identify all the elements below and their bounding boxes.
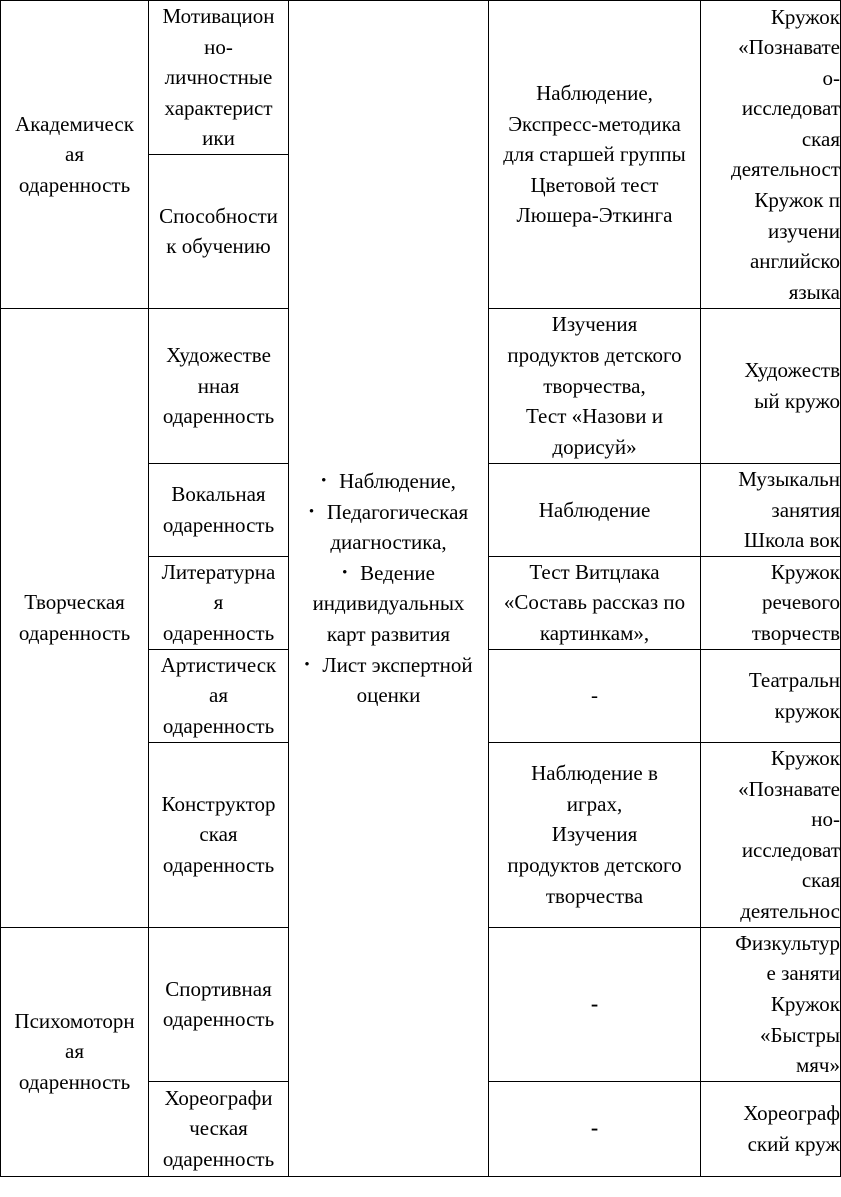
circle-academic: Кружок «Познавате о- исследоват ская деятельност Кружок п изучени английско языка [701, 1, 841, 309]
circle-choreo: Хореограф ский круж [701, 1081, 841, 1176]
diagnostic-academic: Наблюдение, Экспресс-методика для старшей группы Цветовой тест Люшера-Эткинга [489, 1, 701, 309]
circle-artistic: Театральн кружок [701, 649, 841, 742]
diagnostic-literary: Тест Витцлака «Составь рассказ по картинкам», [489, 556, 701, 649]
diagnostic-vocal: Наблюдение [489, 463, 701, 556]
kind-artistic: Артистическ ая одаренность [149, 649, 289, 742]
diagnostic-choreo: - [489, 1081, 701, 1176]
diagnostic-constructive: Наблюдение в играх, Изучения продуктов детского творчества [489, 742, 701, 927]
kind-choreo: Хореографи ческая одаренность [149, 1081, 289, 1176]
group-creative: Творческая одаренность [1, 308, 149, 927]
group-academic: Академическ ая одаренность [1, 1, 149, 309]
kind-sport: Спортивная одаренность [149, 927, 289, 1081]
circle-sport: Физкультур е заняти Кружок «Быстры мяч» [701, 927, 841, 1081]
kind-vocal: Вокальная одаренность [149, 463, 289, 556]
row-motivation [1, 1, 841, 155]
methods-list [291, 466, 486, 711]
kind-learning: Способности к обучению [149, 154, 289, 308]
group-psychomotor: Психомоторн ая одаренность [1, 927, 149, 1176]
diagnostic-sport: - [489, 927, 701, 1081]
circle-vocal: Музыкальн занятия Школа вок [701, 463, 841, 556]
circle-art: Художеств ый кружо [701, 308, 841, 463]
methods-common-cell [289, 1, 489, 1177]
diagnostic-artistic: - [489, 649, 701, 742]
kind-motivation: Мотивацион но- личностные характерист ики [149, 1, 289, 155]
methods-list-item: • Ведение индивидуальных карт развития [291, 558, 486, 650]
circle-literary: Кружок речевого творчеств [701, 556, 841, 649]
methods-list-item: • Педагогическая диагностика, [291, 497, 486, 558]
methods-list-item: • Лист экспертной оценки [291, 650, 486, 711]
diagnostic-art: Изучения продуктов детского творчества, Тест «Назови и дорисуй» [489, 308, 701, 463]
methods-list-item: • Наблюдение, [291, 466, 486, 497]
circle-constructive: Кружок «Познавате но- исследоват ская деятельнос [701, 742, 841, 927]
kind-literary: Литературна я одаренность [149, 556, 289, 649]
kind-art: Художестве нная одаренность [149, 308, 289, 463]
kind-constructive: Конструктор ская одаренность [149, 742, 289, 927]
